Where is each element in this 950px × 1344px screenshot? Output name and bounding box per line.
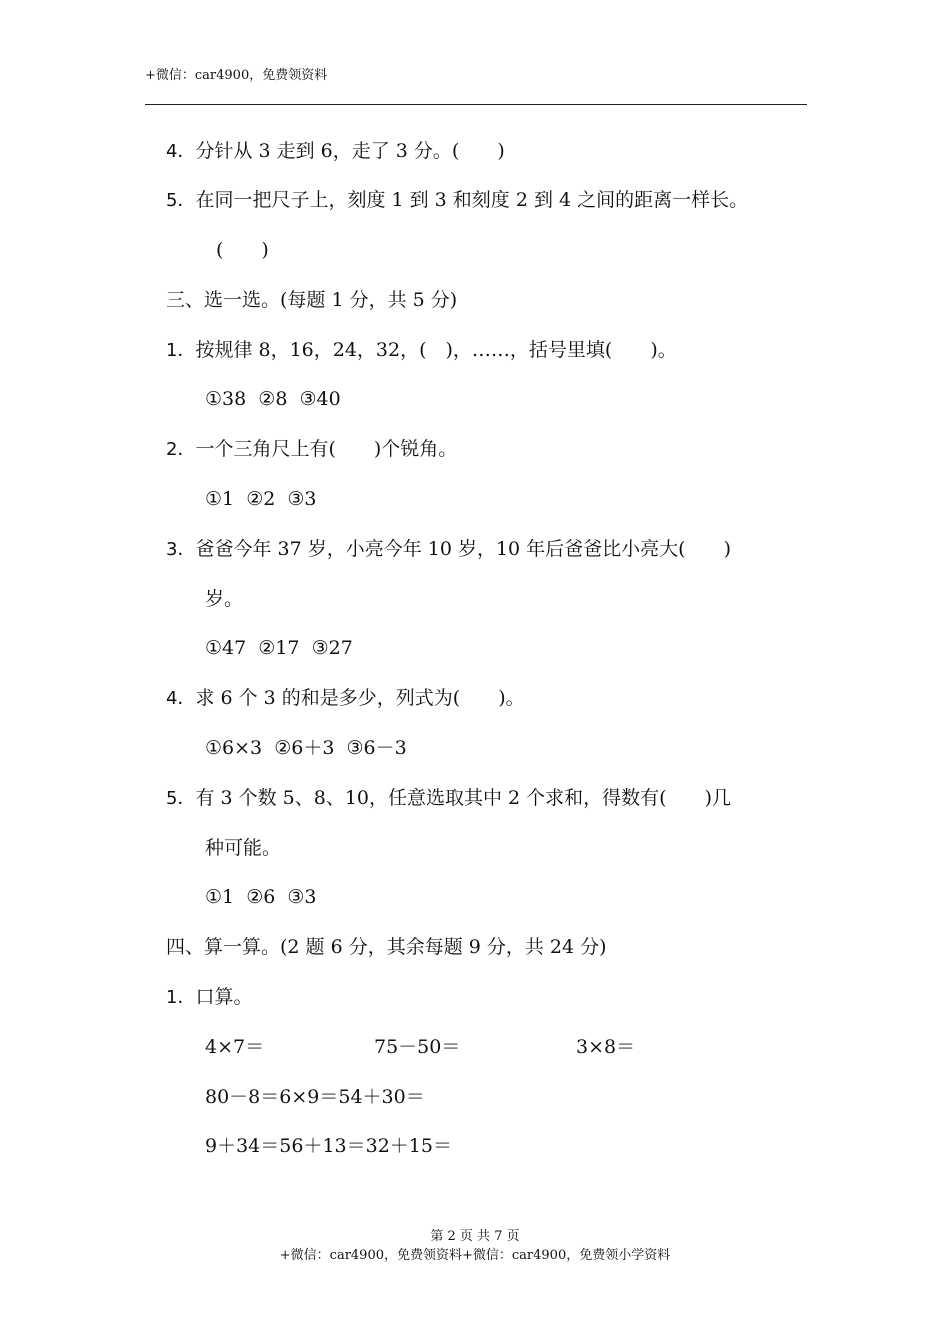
- question-3-5: [166, 786, 731, 811]
- question-text: 分针从 3 走到 6，走了 3 分。( ): [195, 140, 505, 162]
- question-number: 2．: [166, 439, 196, 460]
- oral-calc-item: 3×8＝: [576, 1036, 636, 1058]
- question-text: 爸爸今年 37 岁，小亮今年 10 岁，10 年后爸爸比小亮大( ): [195, 538, 732, 560]
- question-2-5: [166, 188, 748, 213]
- question-3-1-options: ①38 ②8 ③40: [205, 388, 341, 410]
- question-text: 一个三角尺上有( )个锐角。: [195, 438, 458, 460]
- question-2-4: [166, 139, 505, 164]
- question-number: 5．: [166, 190, 196, 211]
- oral-calc-row: 9＋34＝56＋13＝32＋15＝: [205, 1135, 452, 1157]
- question-number: 3．: [166, 539, 196, 560]
- question-number: 4．: [166, 688, 196, 709]
- question-number: 4．: [166, 141, 196, 162]
- section-3-heading: 三、选一选。(每题 1 分，共 5 分): [166, 289, 458, 311]
- question-3-1: [166, 338, 677, 363]
- question-3-3-options: ①47 ②17 ③27: [205, 637, 353, 659]
- question-4-1: [166, 985, 252, 1010]
- question-3-3-continuation: 岁。: [205, 588, 244, 610]
- footer-note: +微信：car4900，免费领资料+微信：car4900，免费领小学资料: [279, 1248, 671, 1263]
- question-3-5-continuation: 种可能。: [205, 837, 282, 859]
- question-2-5-continuation: ( ): [216, 239, 269, 261]
- question-3-2: [166, 437, 457, 462]
- question-number: 1．: [166, 340, 196, 361]
- question-text: 在同一把尺子上，刻度 1 到 3 和刻度 2 到 4 之间的距离一样长。: [195, 189, 749, 211]
- question-number: 1．: [166, 987, 196, 1008]
- question-3-3: [166, 537, 731, 562]
- question-3-4: [166, 686, 525, 711]
- question-text: 求 6 个 3 的和是多少，列式为( )。: [195, 687, 525, 709]
- question-3-4-options: ①6×3 ②6＋3 ③6－3: [205, 737, 407, 759]
- section-4-heading: 四、算一算。(2 题 6 分，其余每题 9 分，共 24 分): [166, 936, 607, 958]
- oral-calc-item: 75－50＝: [374, 1036, 461, 1058]
- header-divider: [145, 104, 807, 105]
- question-text: 口算。: [195, 986, 253, 1008]
- header-note: +微信：car4900，免费领资料: [145, 68, 328, 83]
- question-text: 有 3 个数 5、8、10，任意选取其中 2 个求和，得数有( )几: [195, 787, 732, 809]
- question-3-5-options: ①1 ②6 ③3: [205, 886, 317, 908]
- question-text: 按规律 8，16，24，32，( )，……，括号里填( )。: [195, 339, 677, 361]
- oral-calc-item: 4×7＝: [205, 1036, 265, 1058]
- question-3-2-options: ①1 ②2 ③3: [205, 488, 317, 510]
- question-number: 5．: [166, 788, 196, 809]
- oral-calc-row: 80－8＝6×9＝54＋30＝: [205, 1086, 425, 1108]
- page-number: 第 2 页 共 7 页: [430, 1229, 520, 1244]
